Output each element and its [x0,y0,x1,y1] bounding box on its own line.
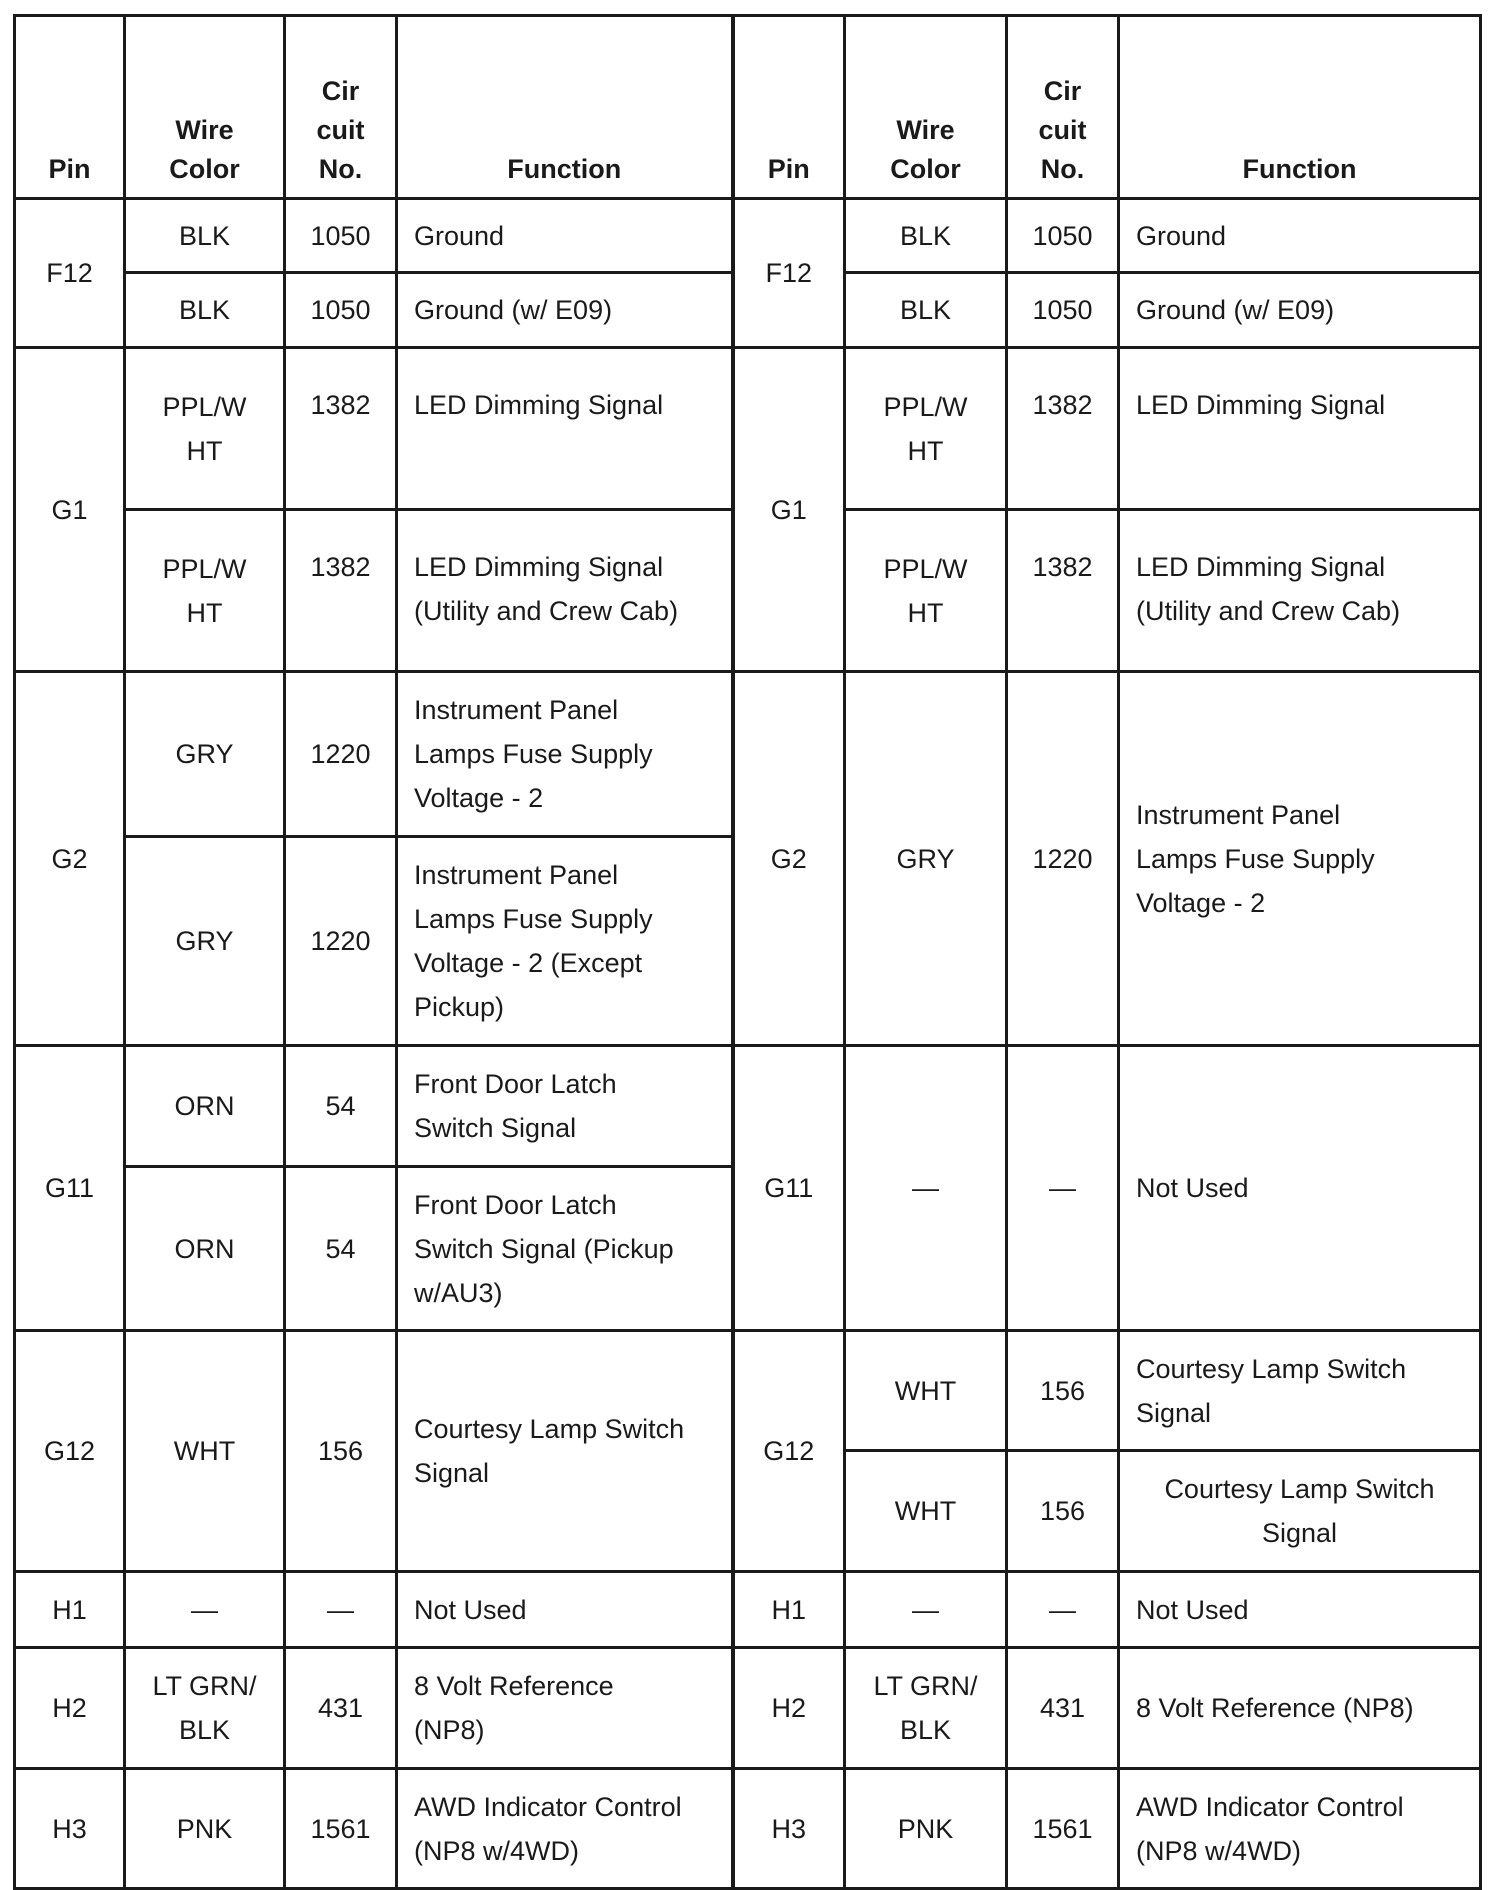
pin-cell: F12 [15,199,125,348]
function-cell: Ground (w/ E09) [1119,273,1481,348]
circuit-cell: 1561 [1007,1769,1119,1889]
function-cell: Instrument Panel Lamps Fuse Supply Voltage - 2 [1119,672,1481,1046]
circuit-cell: 156 [1007,1451,1119,1572]
wire-color-cell: LT GRN/ BLK [845,1648,1007,1769]
header-function: Function [1119,16,1481,199]
circuit-cell: 1050 [285,199,397,273]
circuit-cell: 1050 [1007,199,1119,273]
pin-cell: G12 [733,1331,845,1572]
wire-color-cell: PPL/W HT [845,510,1007,672]
table-row [15,1046,1481,1167]
pin-cell: G1 [15,348,125,672]
header-wire-color: Wire Color [845,16,1007,199]
wire-color-cell: BLK [125,199,285,273]
pin-cell: G1 [733,348,845,672]
wire-color-cell: PNK [845,1769,1007,1889]
header-wire-color: Wire Color [125,16,285,199]
pin-cell: G11 [15,1046,125,1331]
header-circuit-no: Cir cuit No. [285,16,397,199]
function-cell: AWD Indicator Control (NP8 w/4WD) [1119,1769,1481,1889]
wire-color-cell: PPL/W HT [125,348,285,510]
function-cell: Not Used [1119,1046,1481,1331]
table-row [15,1572,1481,1648]
header-pin: Pin [733,16,845,199]
circuit-cell: 156 [285,1331,397,1572]
pin-cell: H1 [733,1572,845,1648]
wire-color-cell: WHT [845,1451,1007,1572]
circuit-cell: — [1007,1046,1119,1331]
function-cell: AWD Indicator Control (NP8 w/4WD) [397,1769,733,1889]
circuit-cell: 1220 [1007,672,1119,1046]
circuit-cell: — [1007,1572,1119,1648]
wire-color-cell: — [125,1572,285,1648]
wire-color-cell: ORN [125,1046,285,1167]
circuit-cell: 156 [1007,1331,1119,1451]
circuit-cell: 1382 [285,348,397,510]
circuit-cell: 431 [285,1648,397,1769]
pinout-table [13,14,1482,1890]
circuit-cell: 1382 [1007,510,1119,672]
wire-color-cell: — [845,1572,1007,1648]
header-function: Function [397,16,733,199]
wire-color-cell: BLK [845,199,1007,273]
table-row [15,672,1481,837]
function-cell: Instrument Panel Lamps Fuse Supply Voltage - 2 [397,672,733,837]
function-cell: Courtesy Lamp Switch Signal [1119,1331,1481,1451]
function-cell: Courtesy Lamp Switch Signal [1119,1451,1481,1572]
wire-color-cell: PPL/W HT [845,348,1007,510]
function-cell: Front Door Latch Switch Signal [397,1046,733,1167]
pin-cell: H1 [15,1572,125,1648]
wire-color-cell: LT GRN/ BLK [125,1648,285,1769]
header-pin: Pin [15,16,125,199]
table-row [15,1331,1481,1451]
wire-color-cell: PNK [125,1769,285,1889]
pin-cell: F12 [733,199,845,348]
pin-cell: H3 [733,1769,845,1889]
function-cell: Courtesy Lamp Switch Signal [397,1331,733,1572]
pin-cell: G2 [15,672,125,1046]
circuit-cell: 1220 [285,837,397,1046]
function-cell: LED Dimming Signal (Utility and Crew Cab) [397,510,733,672]
function-cell: LED Dimming Signal [397,348,733,510]
pin-cell: G11 [733,1046,845,1331]
function-cell: LED Dimming Signal [1119,348,1481,510]
circuit-cell: 1561 [285,1769,397,1889]
function-cell: Ground [397,199,733,273]
circuit-cell: 54 [285,1167,397,1331]
wire-color-cell: WHT [845,1331,1007,1451]
header-circuit-no: Cir cuit No. [1007,16,1119,199]
wire-color-cell: GRY [845,672,1007,1046]
header-row [15,16,1481,199]
wire-color-cell: ORN [125,1167,285,1331]
function-cell: Ground [1119,199,1481,273]
circuit-cell: 1382 [285,510,397,672]
circuit-cell: 54 [285,1046,397,1167]
table-row [15,1648,1481,1769]
table-row [15,199,1481,273]
function-cell: Not Used [397,1572,733,1648]
pin-cell: H2 [733,1648,845,1769]
circuit-cell: 1220 [285,672,397,837]
wire-color-cell: PPL/W HT [125,510,285,672]
function-cell: Front Door Latch Switch Signal (Pickup w/AU3) [397,1167,733,1331]
wire-color-cell: BLK [125,273,285,348]
circuit-cell: 431 [1007,1648,1119,1769]
wire-color-cell: GRY [125,672,285,837]
function-cell: Not Used [1119,1572,1481,1648]
circuit-cell: 1050 [285,273,397,348]
function-cell: LED Dimming Signal (Utility and Crew Cab) [1119,510,1481,672]
function-cell: Ground (w/ E09) [397,273,733,348]
table-row [15,348,1481,510]
wire-color-cell: BLK [845,273,1007,348]
wire-color-cell: — [845,1046,1007,1331]
circuit-cell: 1050 [1007,273,1119,348]
function-cell: 8 Volt Reference (NP8) [1119,1648,1481,1769]
table-row [15,1769,1481,1889]
circuit-cell: — [285,1572,397,1648]
circuit-cell: 1382 [1007,348,1119,510]
pin-cell: H2 [15,1648,125,1769]
function-cell: 8 Volt Reference (NP8) [397,1648,733,1769]
pin-cell: G2 [733,672,845,1046]
wire-color-cell: WHT [125,1331,285,1572]
pin-cell: G12 [15,1331,125,1572]
wire-color-cell: GRY [125,837,285,1046]
pin-cell: H3 [15,1769,125,1889]
function-cell: Instrument Panel Lamps Fuse Supply Voltage - 2 (Except Pickup) [397,837,733,1046]
